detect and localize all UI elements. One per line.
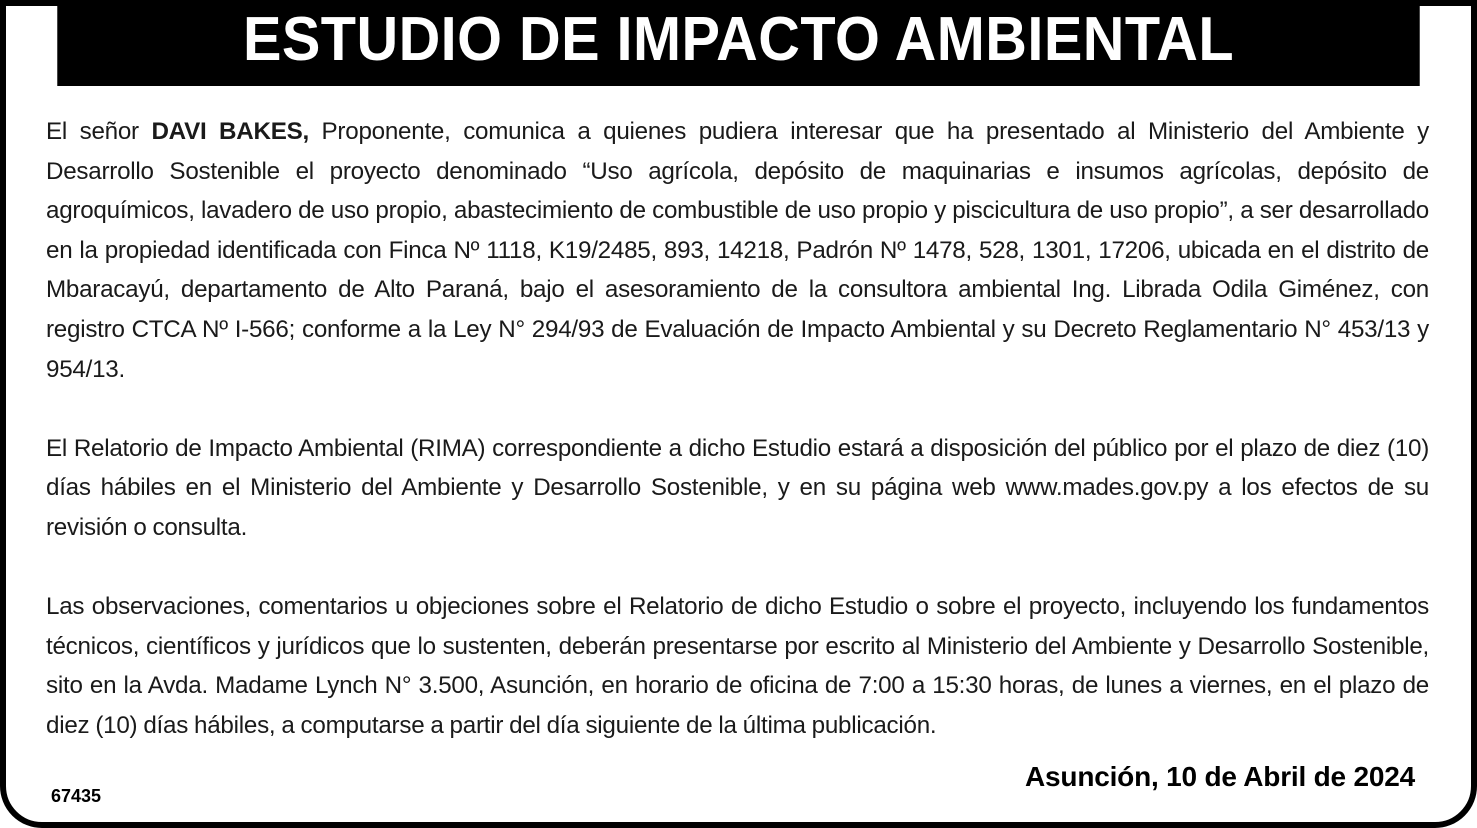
- intro-text: El señor: [46, 118, 152, 145]
- publication-date: Asunción, 10 de Abril de 2024: [1025, 761, 1415, 792]
- paragraph-observations: Las observaciones, comentarios u objeciones sobre el Relatorio de dicho Estudio o sobre el proyecto, incluyendo los fundamentos técnicos, científicos y jurídicos que lo sustenten, deberán presentarse por escrito al Ministerio del Ambiente y Desarrollo Sostenible, sito en la Avda. Madame Lynch N° 3.500, Asunción, en horario de oficina de 7:00 a 15:30 horas, de lunes a viernes, en el plazo de diez (10) días hábiles, a computarse a partir del día siguiente de la última publicación.: [46, 593, 1429, 739]
- ad-code: 67435: [51, 786, 102, 806]
- paragraph-proponent-text: Proponente, comunica a quienes pudiera interesar que ha presentado al Ministerio del Ambiente y Desarrollo Sostenible el proyecto denominado “Uso agrícola, depósito de maquinarias e insumos agrícolas, depósito de agroquímicos, lavadero de uso propio, abastecimiento de combustible de uso propio y piscicultura de uso propio”, a ser desarrollado en la propiedad identificada con Finca Nº 1118, K19/2485, 893, 14218, Padrón Nº 1478, 528, 1301, 17206, ubicada en el distrito de Mbaracayú, departamento de Alto Paraná, bajo el asesoramiento de la consultora ambiental Ing. Librada Odila Giménez, con registro CTCA Nº I-566; conforme a la Ley N° 294/93 de Evaluación de Impacto Ambiental y su Decreto Reglamentario N° 453/13 y 954/13.: [46, 118, 1429, 383]
- notice-body: [46, 112, 1429, 746]
- paragraph-rima: El Relatorio de Impacto Ambiental (RIMA) correspondiente a dicho Estudio estará a disposición del público por el plazo de diez (10) días hábiles en el Ministerio del Ambiente y Desarrollo Sostenible, y en su página web www.mades.gov.py a los efectos de su revisión o consulta.: [46, 434, 1429, 541]
- proponent-name: DAVI BAKES,: [151, 118, 309, 145]
- notice-title: ESTUDIO DE IMPACTO AMBIENTAL: [57, 6, 1419, 86]
- paragraph-proponent: [46, 112, 1429, 389]
